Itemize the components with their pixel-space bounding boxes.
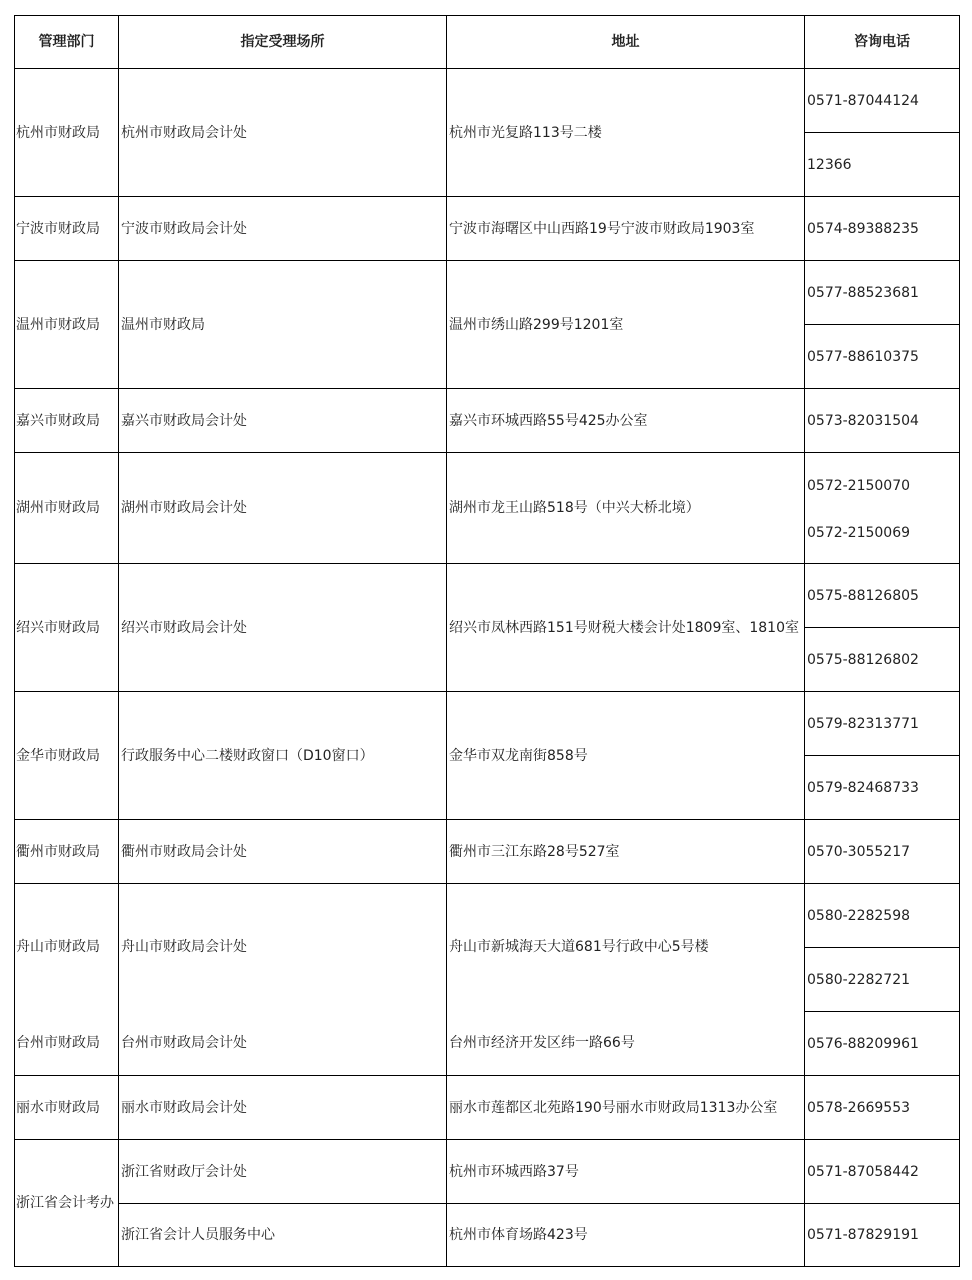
place-cell: 绍兴市财政局会计处 bbox=[121, 619, 247, 636]
address-cell: 杭州市光复路113号二楼 bbox=[449, 124, 602, 141]
dept-cell: 宁波市财政局 bbox=[16, 220, 100, 237]
place-cell: 丽水市财政局会计处 bbox=[121, 1099, 247, 1116]
header-place: 指定受理场所 bbox=[240, 34, 325, 50]
place-cell: 杭州市财政局会计处 bbox=[121, 124, 247, 141]
phone-cell: 0577-88610375 bbox=[807, 348, 919, 365]
address-cell: 温州市绣山路299号1201室 bbox=[449, 316, 624, 333]
phone-cell: 0576-88209961 bbox=[807, 1035, 919, 1052]
border bbox=[959, 15, 960, 1267]
place-cell: 衢州市财政局会计处 bbox=[121, 843, 247, 860]
phone-cell: 0579-82468733 bbox=[807, 779, 919, 796]
place-cell: 浙江省财政厅会计处 bbox=[121, 1163, 247, 1180]
address-cell: 杭州市体育场路423号 bbox=[449, 1227, 588, 1243]
phone-cell: 0571-87829191 bbox=[807, 1227, 919, 1243]
phone-cell: 0572-2150070 bbox=[807, 478, 911, 494]
dept-cell: 丽水市财政局 bbox=[16, 1099, 100, 1116]
phone-cell: 0575-88126802 bbox=[807, 651, 919, 668]
phone-cell: 0575-88126805 bbox=[807, 587, 919, 604]
dept-cell: 舟山市财政局 bbox=[16, 939, 100, 955]
dept-cell: 绍兴市财政局 bbox=[16, 619, 100, 636]
place-cell: 舟山市财政局会计处 bbox=[121, 939, 247, 955]
phone-cell: 0577-88523681 bbox=[807, 284, 919, 301]
phone-cell: 12366 bbox=[807, 156, 852, 173]
phone-cell: 0579-82313771 bbox=[807, 715, 919, 732]
address-cell: 杭州市环城西路37号 bbox=[449, 1163, 579, 1180]
phone-cell: 0572-2150069 bbox=[807, 525, 911, 541]
address-cell: 湖州市龙王山路518号（中兴大桥北境） bbox=[449, 500, 700, 516]
dept-cell: 台州市财政局 bbox=[16, 1035, 100, 1051]
phone-cell: 0570-3055217 bbox=[807, 843, 911, 860]
dept-cell: 温州市财政局 bbox=[16, 316, 100, 333]
address-cell: 衢州市三江东路28号527室 bbox=[449, 843, 620, 860]
place-cell: 浙江省会计人员服务中心 bbox=[121, 1227, 275, 1243]
dept-cell: 衢州市财政局 bbox=[16, 843, 100, 860]
border bbox=[14, 1266, 960, 1267]
phone-cell: 0573-82031504 bbox=[807, 412, 919, 429]
address-cell: 台州市经济开发区纬一路66号 bbox=[449, 1035, 635, 1051]
place-cell: 嘉兴市财政局会计处 bbox=[121, 412, 247, 429]
dept-cell: 浙江省会计考办 bbox=[16, 1195, 114, 1211]
address-cell: 金华市双龙南街858号 bbox=[449, 747, 588, 764]
contact-table bbox=[14, 15, 960, 1267]
place-cell: 行政服务中心二楼财政窗口（D10窗口） bbox=[121, 747, 374, 764]
phone-cell: 0580-2282598 bbox=[807, 907, 911, 924]
dept-cell: 金华市财政局 bbox=[16, 747, 100, 764]
address-cell: 丽水市莲都区北苑路190号丽水市财政局1313办公室 bbox=[449, 1099, 778, 1116]
address-cell: 绍兴市凤林西路151号财税大楼会计处1809室、1810室 bbox=[449, 619, 799, 636]
dept-cell: 嘉兴市财政局 bbox=[16, 412, 100, 429]
phone-cell: 0580-2282721 bbox=[807, 971, 911, 988]
address-cell: 宁波市海曙区中山西路19号宁波市财政局1903室 bbox=[449, 220, 755, 237]
dept-cell: 杭州市财政局 bbox=[16, 124, 100, 141]
dept-cell: 湖州市财政局 bbox=[16, 500, 100, 516]
phone-cell: 0571-87044124 bbox=[807, 92, 919, 109]
place-cell: 湖州市财政局会计处 bbox=[121, 500, 247, 516]
address-cell: 舟山市新城海天大道681号行政中心5号楼 bbox=[449, 939, 709, 955]
phone-cell: 0574-89388235 bbox=[807, 220, 919, 237]
header-phone: 咨询电话 bbox=[854, 34, 910, 50]
place-cell: 温州市财政局 bbox=[121, 316, 205, 333]
header-dept: 管理部门 bbox=[38, 34, 95, 50]
header-address: 地址 bbox=[611, 34, 640, 50]
phone-cell: 0571-87058442 bbox=[807, 1163, 919, 1180]
place-cell: 宁波市财政局会计处 bbox=[121, 220, 247, 237]
place-cell: 台州市财政局会计处 bbox=[121, 1035, 247, 1051]
phone-cell: 0578-2669553 bbox=[807, 1099, 911, 1116]
address-cell: 嘉兴市环城西路55号425办公室 bbox=[449, 412, 648, 429]
